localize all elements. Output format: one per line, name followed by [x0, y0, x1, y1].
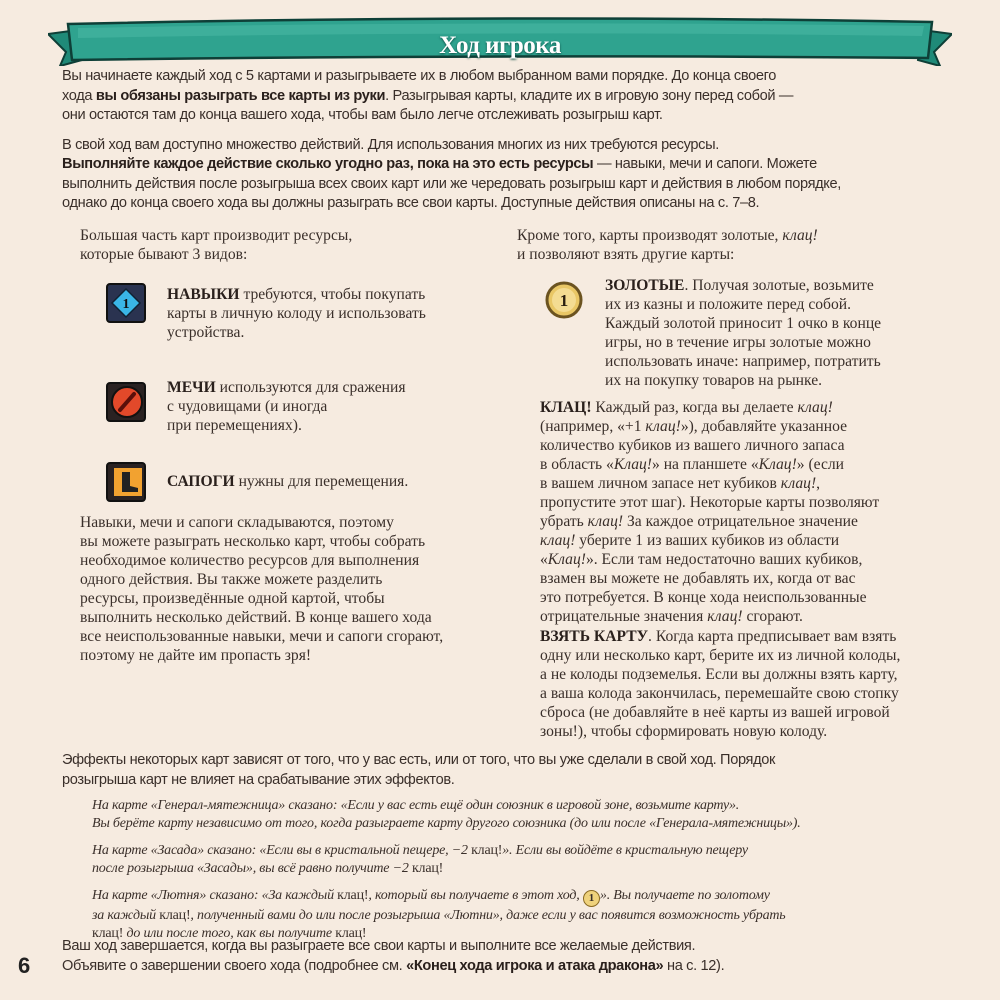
text-line [517, 226, 818, 245]
paragraph-gap [92, 832, 801, 842]
text-segment: сброса (не добавляйте в неё карты из вашей игровой [540, 704, 890, 721]
text-line [540, 493, 879, 512]
clank-term: клац! [159, 908, 191, 923]
italic-term: клац! [782, 227, 818, 244]
text-line [62, 106, 841, 126]
text-line [167, 378, 406, 397]
bold-text: ЗОЛОТЫЕ [605, 277, 685, 294]
text-segment: ». Вы получаете по золотому [599, 888, 770, 903]
text-line [517, 245, 818, 264]
text-line [540, 474, 879, 493]
text-segment: (например, «+1 [540, 418, 646, 435]
gold-description [605, 276, 881, 390]
text-line [540, 607, 879, 626]
text-line [540, 684, 900, 703]
text-line [80, 570, 443, 589]
text-line [167, 323, 426, 342]
text-segment: На карте «Лютня» сказано: «За каждый [92, 888, 338, 903]
other-effects-intro [517, 226, 818, 264]
text-line [540, 569, 879, 588]
bold-text: ВЗЯТЬ КАРТУ [540, 628, 649, 645]
text-line [80, 627, 443, 646]
text-segment: поэтому не дайте им пропасть зря! [80, 647, 312, 664]
text-line [605, 314, 881, 333]
text-segment: пропустите этот шаг). Некоторые карты позволяют [540, 494, 880, 511]
text-segment: Большая часть карт производит ресурсы, [80, 227, 353, 244]
text-line [62, 175, 841, 195]
text-line [62, 155, 841, 175]
text-line [62, 937, 724, 957]
boots-description [167, 472, 408, 491]
text-segment: до или после того, как вы получите [123, 925, 336, 941]
text-segment: нужны для перемещения. [234, 473, 409, 490]
effects-text [62, 751, 775, 790]
turn-ending-text [62, 937, 724, 976]
bold-text: вы обязаны разыграть все карты из руки [95, 87, 386, 104]
text-segment: и позволяют взять другие карты: [517, 246, 735, 263]
card-examples [92, 797, 801, 942]
text-segment: розыгрыша карт не влияет на срабатывание этих эффектов. [62, 771, 455, 788]
italic-term: Клац! [613, 456, 652, 473]
text-line [540, 665, 900, 684]
text-line [80, 226, 352, 245]
text-line [62, 136, 841, 156]
text-line [92, 842, 801, 860]
clank-term: клац! [335, 925, 367, 941]
italic-term: клац! [797, 399, 833, 416]
text-segment: убрать [540, 513, 588, 530]
intro-text [62, 67, 841, 214]
text-segment: Каждый золотой приносит 1 очко в конце [605, 315, 882, 332]
boot-icon [106, 462, 146, 502]
text-segment: все неиспользованные навыки, мечи и сапоги сгорают, [80, 628, 444, 645]
italic-term: клац! [707, 608, 743, 625]
text-line [167, 416, 406, 435]
italic-term: Клац! [758, 456, 797, 473]
bold-text: «Конец хода игрока и атака дракона» [406, 957, 664, 974]
text-line [167, 304, 426, 323]
clank-term: клац! [92, 925, 124, 941]
text-segment: За каждое отрицательное значение [623, 513, 858, 530]
text-segment: сгорают. [742, 608, 803, 625]
paragraph-gap [62, 126, 841, 136]
inline-gold-coin-icon: 1 [583, 890, 600, 907]
text-line [92, 907, 801, 925]
text-segment: они остаются там до конца вашего хода, чтобы вам было легче отслеживать розыгрыш карт. [62, 107, 663, 123]
text-segment: на с. 12). [663, 957, 725, 974]
text-segment: »), добавляйте указанное [680, 418, 848, 435]
text-segment: . Когда карта предписывает вам взять [648, 628, 897, 645]
text-line [62, 771, 775, 791]
text-segment: . Разыгрывая карты, кладите их в игровую зону перед собой — [385, 87, 794, 104]
text-segment: Кроме того, карты производят золотые, [517, 227, 783, 244]
text-line [62, 194, 841, 214]
text-segment: — навыки, мечи и сапоги. Можете [593, 156, 817, 172]
text-line [605, 333, 881, 352]
text-segment: вы можете разыграть несколько карт, чтобы собрать [80, 533, 426, 550]
text-segment: » (если [796, 456, 845, 473]
text-line [80, 589, 443, 608]
text-segment: после розыгрыша «Засады», вы всё равно получите −2 [92, 860, 412, 876]
text-segment: выполнить действия после розыгрыша всех своих карт или же чередовать розыгрыш карт и действия в любом порядке, [62, 175, 841, 192]
text-line [540, 550, 879, 569]
text-segment: , который вы получаете в этот ход, [368, 888, 583, 903]
text-segment: . Получая золотые, возьмите [684, 277, 874, 294]
text-line [92, 860, 801, 878]
text-segment: использовать иначе: например, потратить [605, 353, 881, 370]
text-line [540, 703, 900, 722]
text-line [540, 722, 900, 741]
clank-term: клац! [471, 843, 503, 858]
text-segment: зоны!), чтобы сформировать новую колоду. [540, 723, 828, 740]
italic-term: Клац! [547, 551, 586, 568]
text-segment: их на покупку товаров на рынке. [605, 372, 823, 389]
skill-icon [106, 283, 146, 323]
text-segment: Вы берёте карту независимо от того, когда разыграете карту другого союзника (до или после «Генерала-мятежницы»). [92, 815, 801, 831]
gold-coin-icon [544, 280, 584, 320]
text-line [92, 797, 801, 815]
text-segment: в вашем личном запасе нет кубиков [540, 475, 781, 492]
text-segment: используются для сражения [215, 379, 406, 396]
text-line [80, 551, 443, 570]
text-segment: , полученный вами до или после розыгрыша «Лютни», даже если у вас появится возможность убрать [190, 908, 786, 923]
text-segment: а ваша колода закончилась, перемешайте свою стопку [540, 685, 899, 702]
swords-description [167, 378, 406, 435]
gold-coin-value: 1 [559, 291, 569, 310]
text-segment: ». Если там недостаточно ваших кубиков, [585, 551, 863, 568]
text-segment: однако до конца своего хода вы должны разыграть все свои карты. Доступные действия описаны на с. 7–8. [62, 195, 760, 211]
text-line [605, 276, 881, 295]
text-segment: ресурсы, произведённые одной картой, чтобы [80, 590, 385, 607]
text-line [167, 397, 406, 416]
text-segment: На карте «Засада» сказано: «Если вы в кристальной пещере, −2 [92, 843, 472, 858]
text-line [167, 285, 426, 304]
text-line [540, 436, 879, 455]
text-segment: за каждый [92, 908, 160, 923]
text-segment: игры, но в течение игры золотые можно [605, 334, 871, 351]
text-line [62, 957, 724, 977]
clank-description [540, 398, 879, 626]
italic-term: клац! [645, 418, 681, 435]
clank-term: клац! [411, 860, 444, 876]
text-segment: Ваш ход завершается, когда вы разыграете все свои карты и выполните все желаемые действия. [62, 938, 696, 954]
skill-icon-value: 1 [122, 297, 130, 312]
text-segment: Объявите о завершении своего хода (подробнее см. [62, 957, 407, 974]
text-segment: а не колоды подземелья. Если вы должны взять карту, [540, 666, 898, 683]
text-segment: взамен вы можете не добавлять их, когда от вас [540, 570, 856, 587]
text-segment: одну или несколько карт, берите их из личной колоды, [540, 647, 901, 664]
text-line [92, 887, 801, 907]
text-line [80, 513, 443, 532]
text-segment: их из казны и положите перед собой. [605, 296, 852, 313]
text-segment: при перемещениях). [167, 417, 302, 434]
italic-term: клац! [540, 532, 576, 549]
text-segment: в область « [540, 456, 614, 473]
text-line [167, 472, 408, 491]
resources-intro [80, 226, 352, 264]
text-segment: « [540, 551, 548, 568]
text-line [540, 417, 879, 436]
text-line [540, 398, 879, 417]
resources-summary [80, 513, 443, 665]
text-segment: которые бывают 3 видов: [80, 246, 248, 263]
bold-text: МЕЧИ [167, 379, 216, 396]
text-segment: количество кубиков из вашего личного запаса [540, 437, 845, 454]
text-segment: одного действия. Вы также можете разделить [80, 571, 383, 588]
text-segment: устройства. [167, 324, 245, 341]
bold-text: Выполняйте каждое действие сколько угодно раз, пока на это есть ресурсы [62, 156, 594, 172]
text-segment: ». Если вы войдёте в кристальную пещеру [502, 843, 748, 858]
text-segment: требуются, чтобы покупать [239, 286, 426, 303]
text-line [80, 608, 443, 627]
bold-text: КЛАЦ! [540, 399, 592, 416]
text-line [540, 531, 879, 550]
italic-term: клац! [587, 513, 624, 530]
text-segment: В свой ход вам доступно множество действий. Для использования многих из них требуются ресурсы. [62, 136, 719, 153]
text-line [605, 352, 881, 371]
text-line [605, 295, 881, 314]
page-number: 6 [18, 953, 31, 978]
text-segment: Эффекты некоторых карт зависят от того, что у вас есть, или от того, что вы уже сделали в свой ход. Порядок [62, 752, 776, 768]
text-line [62, 751, 775, 771]
text-segment: необходимое количество ресурсов для выполнения [80, 552, 420, 569]
text-segment: хода [62, 87, 96, 104]
text-line [80, 532, 443, 551]
text-line [540, 588, 879, 607]
text-line [80, 245, 352, 264]
text-line [62, 67, 841, 87]
bold-text: САПОГИ [167, 473, 235, 490]
text-segment: » на планшете « [652, 456, 759, 473]
text-line [540, 455, 879, 474]
text-segment: с чудовищами (и иногда [167, 398, 328, 415]
text-line [540, 646, 900, 665]
skills-description [167, 285, 426, 342]
draw-card-description [540, 627, 900, 741]
text-segment: Каждый раз, когда вы делаете [591, 399, 798, 416]
text-line [92, 815, 801, 833]
sword-icon [106, 382, 146, 422]
text-line [62, 87, 841, 107]
text-segment: Навыки, мечи и сапоги складываются, поэтому [80, 514, 394, 531]
bold-text: НАВЫКИ [167, 286, 240, 303]
text-segment: На карте «Генерал-мятежница» сказано: «Если у вас есть ещё один союзник в игровой зоне, возьмите карту». [92, 798, 740, 813]
text-segment: это потребуется. В конце хода неиспользованные [540, 589, 867, 606]
clank-term: клац! [337, 888, 369, 903]
title-banner [48, 14, 952, 66]
paragraph-gap [92, 877, 801, 887]
text-segment: , [816, 475, 821, 492]
text-segment: выполнить несколько действий. В конце вашего хода [80, 609, 432, 626]
text-line [540, 627, 900, 646]
text-line [540, 512, 879, 531]
text-line [80, 646, 443, 665]
text-segment: уберите 1 из ваших кубиков из области [575, 532, 840, 549]
italic-term: клац! [780, 475, 817, 492]
text-segment: Вы начинаете каждый ход с 5 картами и разыгрываете их в любом выбранном вами порядке. До конца своего [62, 68, 777, 84]
page-title: Ход игрока [439, 32, 561, 59]
text-segment: отрицательные значения [540, 608, 708, 625]
text-segment: карты в личную колоду и использовать [167, 305, 426, 322]
text-line [605, 371, 881, 390]
